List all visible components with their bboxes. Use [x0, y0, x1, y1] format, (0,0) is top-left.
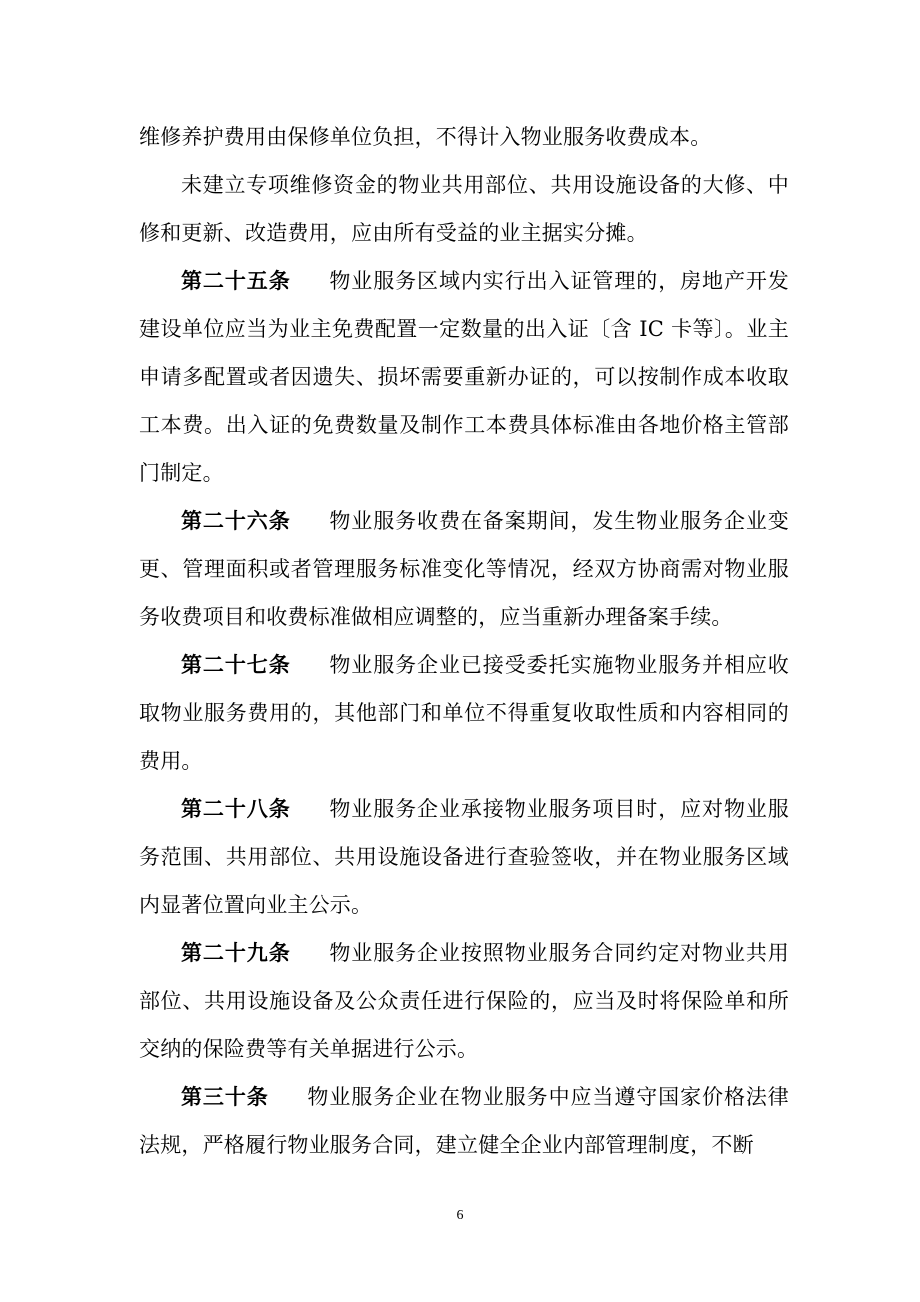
article-25-text: 物业服务区域内实行出入证管理的，房地产开发建设单位应当为业主免费配置一定数量的出入证〔含 IC 卡等〕。业主申请多配置或者因遗失、损坏需要重新办证的，可以按制作成本收取工本费。出入证的免费数量及制作工本费具体标准由各地价格主管部门制定。 [139, 269, 790, 485]
article-29 [139, 929, 789, 1073]
article-30-number: 第三十条 [181, 1084, 269, 1109]
article-26 [139, 497, 789, 641]
unfunded-repair-paragraph: 未建立专项维修资金的物业共用部位、共用设施设备的大修、中修和更新、改造费用，应由所有受益的业主据实分摊。 [139, 173, 789, 245]
continuation-paragraph: 维修养护费用由保修单位负担，不得计入物业服务收费成本。 [139, 125, 712, 149]
article-25-number: 第二十五条 [181, 268, 291, 293]
article-28-text: 物业服务企业承接物业服务项目时，应对物业服务范围、共用部位、共用设施设备进行查验签收，并在物业服务区域内显著位置向业主公示。 [139, 797, 790, 917]
article-26-number: 第二十六条 [181, 508, 291, 533]
article-27-text: 物业服务企业已接受委托实施物业服务并相应收取物业服务费用的，其他部门和单位不得重复收取性质和内容相同的费用。 [139, 653, 790, 773]
article-27 [139, 641, 789, 785]
document-body [139, 113, 789, 1169]
article-26-text: 物业服务收费在备案期间，发生物业服务企业变更、管理面积或者管理服务标准变化等情况，经双方协商需对物业服务收费项目和收费标准做相应调整的，应当重新办理备案手续。 [139, 509, 790, 629]
article-30-text: 物业服务企业在物业服务中应当遵守国家价格法律法规，严格履行物业服务合同，建立健全企业内部管理制度，不断 [139, 1085, 789, 1157]
article-27-number: 第二十七条 [181, 652, 291, 677]
article-29-number: 第二十九条 [181, 940, 291, 965]
article-28 [139, 785, 789, 929]
page-number: 6 [456, 1208, 464, 1223]
article-25 [139, 257, 789, 497]
article-30 [139, 1073, 789, 1169]
article-28-number: 第二十八条 [181, 796, 291, 821]
article-29-text: 物业服务企业按照物业服务合同约定对物业共用部位、共用设施设备及公众责任进行保险的，应当及时将保险单和所交纳的保险费等有关单据进行公示。 [139, 941, 790, 1061]
